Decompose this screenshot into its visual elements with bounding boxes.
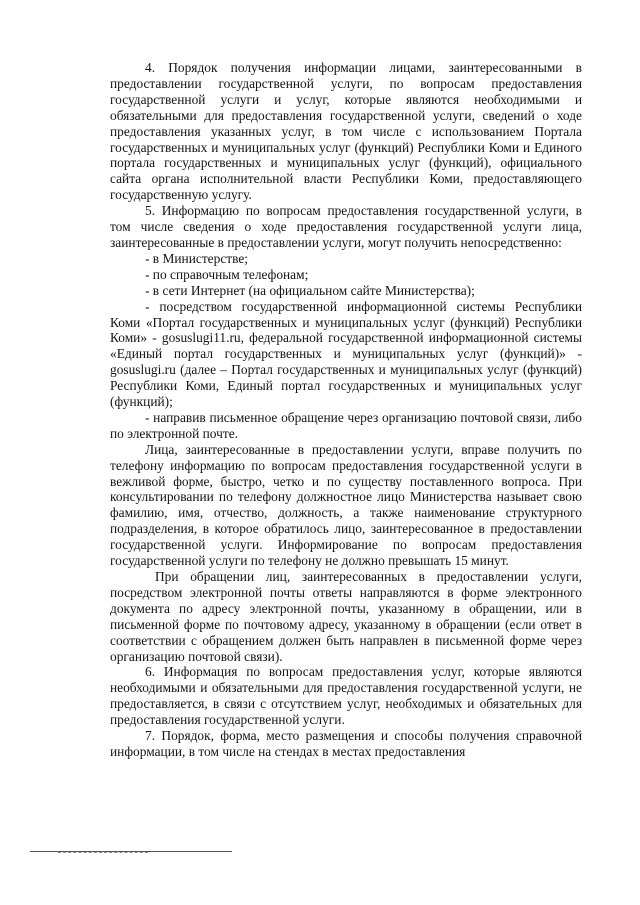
paragraph-4: 4. Порядок получения информации лицами, заинтересованными в предоставлении государственной услуги, по вопросам предоставления государственной услуги и услуг, которые являются необходимыми и обязательными для предоставления государственной услуги, сведений о ходе предоставления указанных услуг, в том числе с использованием Портала государственных и муниципальных услуг (функций) Республики Коми и Единого портала государственных и муниципальных услуг (функций), официального сайта органа исполнительной власти Республики Коми, предоставляющего государственную услугу. bbox=[110, 60, 582, 203]
paragraph-phone-consultation: Лица, заинтересованные в предоставлении услуги, вправе получить по телефону информацию по вопросам предоставления государственной услуги в вежливой форме, быстро, четко и по существу поставленного вопроса. При консультировании по телефону должностное лицо Министерства называет свою фамилию, имя, отчество, должность, а также наименование структурного подразделения, в которое обратилось лицо, заинтересованное в предоставлении государственной услуги. Информирование по вопросам предоставления государственной услуги по телефону не должно превышать 15 минут. bbox=[110, 441, 582, 569]
paragraph-5: 5. Информацию по вопросам предоставления государственной услуги, в том числе сведения о ходе предоставления государственной услуги лица, заинтересованные в предоставлении услуги, могут получить непосредственно: bbox=[110, 203, 582, 250]
paragraph-email-requests: При обращении лиц, заинтересованных в предоставлении услуги, посредством электронной почты ответы направляются в форме электронного документа по адресу электронной почты, указанному в обращении, или в письменной форме по почтовому адресу, указанному в обращении (если ответ в соответствии с обращением должен быть направлен в письменной форме через организацию почтовой связи). bbox=[110, 569, 582, 664]
footnote-separator-dashes bbox=[58, 852, 148, 853]
list-item-phones: - по справочным телефонам; bbox=[145, 266, 309, 282]
list-item-mail: - направив письменное обращение через организацию почтовой связи, либо по электронной почте. bbox=[110, 409, 582, 441]
list-item-internet: - в сети Интернет (на официальном сайте Министерства); bbox=[145, 282, 475, 298]
list-item-ministry: - в Министерстве; bbox=[145, 250, 249, 266]
list-item-portal: - посредством государственной информационной системы Республики Коми «Портал государственных и муниципальных услуг (функций) Республики Коми» - gosuslugi11.ru, федеральной государственной информационной системы «Единый портал государственных и муниципальных услуг (функций)» - gosuslugi.ru (далее – Портал государственных и муниципальных услуг (функций) Республики Коми, Единый портал государственных и муниципальных услуг (функций); bbox=[110, 298, 582, 410]
document-page bbox=[110, 60, 582, 760]
paragraph-6: 6. Информация по вопросам предоставления услуг, которые являются необходимыми и обязательными для предоставления государственной услуги, не предоставляется, в связи с отсутствием услуг, необходимых и обязательных для предоставления государственной услуги. bbox=[110, 664, 582, 728]
paragraph-7: 7. Порядок, форма, место размещения и способы получения справочной информации, в том числе на стендах в местах предоставления bbox=[110, 728, 582, 759]
